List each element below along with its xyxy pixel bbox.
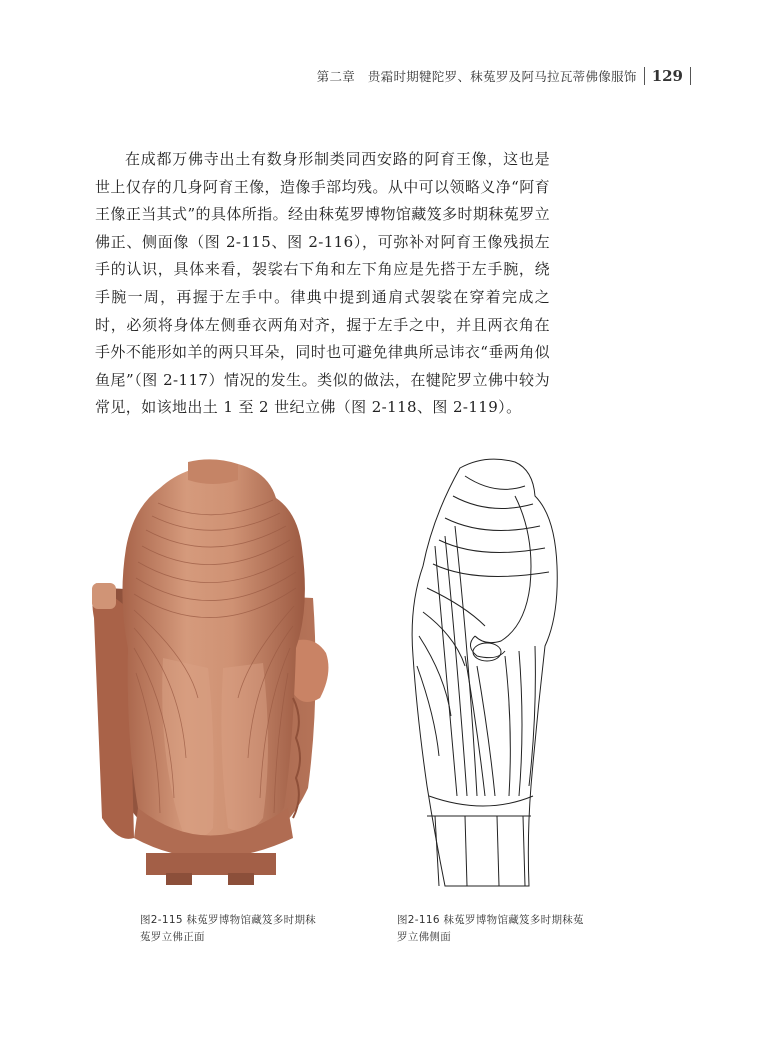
figure-buddha-side-drawing (405, 456, 565, 892)
header-divider-right (690, 67, 691, 85)
figure-caption-front: 图2-115 秣菟罗博物馆藏笈多时期秣菟罗立佛正面 (140, 914, 317, 943)
figure-buddha-front-image (88, 458, 333, 888)
figure-caption-side: 图2-116 秣菟罗博物馆藏笈多时期秣菟罗立佛侧面 (397, 914, 584, 943)
chapter-title: 第二章 贵霜时期犍陀罗、秣菟罗及阿马拉瓦蒂佛像服饰 (316, 69, 637, 84)
header-divider (644, 67, 645, 85)
running-header (317, 67, 698, 85)
body-text (95, 146, 550, 422)
page-number: 129 (651, 67, 683, 85)
body-paragraph: 在成都万佛寺出土有数身形制类同西安路的阿育王像，这也是世上仅存的几身阿育王像，造像手部均残。从中可以领略义净“阿育王像正当其式”的具体所指。经由秣菟罗博物馆藏笈多时期秣菟罗立佛正、侧面像（图 2-115、图 2-116），可弥补对阿育王像残损左手的认识，具体来看，袈裟右下角和左下角应是先搭于左手腕，绕手腕一周，再握于左手中。律典中提到通肩式袈裟在穿着完成之时，必须将身体左侧垂衣两角对齐，握于左手之中，并且两衣角在手外不能形如羊的两只耳朵，同时也可避免律典所忌讳衣“垂两角似鱼尾”（图 2-117）情况的发生。类似的做法，在犍陀罗立佛中较为常见，如该地出土 1 至 2 世纪立佛（图 2-118、图 2-119）。 (95, 150, 550, 417)
